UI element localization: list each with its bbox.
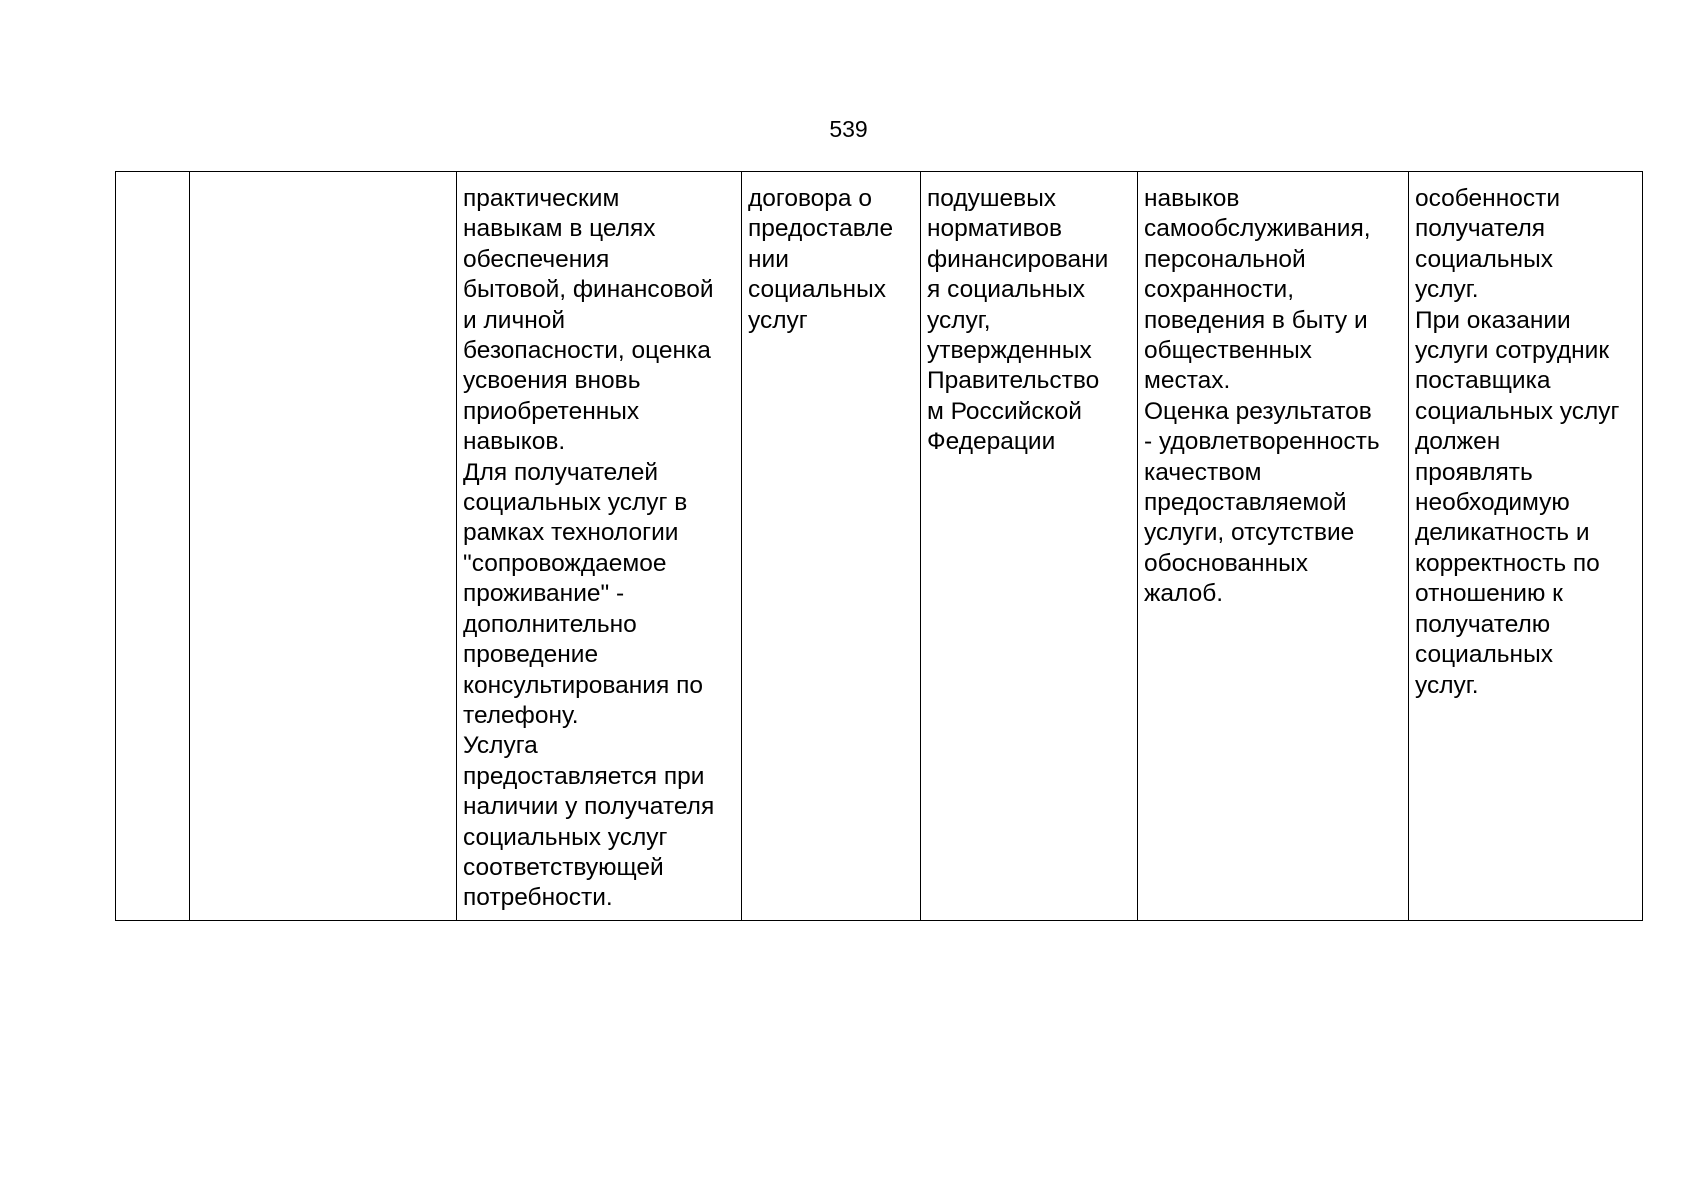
cell-text-line: социальных услуг — [463, 823, 668, 851]
cell-text-line: Услуга — [463, 732, 538, 760]
cell-text-line: я социальных — [927, 276, 1086, 304]
cell-text-line: корректность по — [1415, 549, 1600, 577]
cell-text-line: "сопровождаемое — [463, 549, 667, 577]
cell-text-line: утвержденных — [927, 337, 1092, 365]
cell-text-line: особенности — [1415, 185, 1561, 212]
cell-text-line: Федерации — [927, 428, 1056, 456]
cell-text-line: отношению к — [1415, 580, 1563, 608]
cell-text-line: местах. — [1144, 367, 1231, 395]
cell-text-line: социальных услуг — [1415, 397, 1620, 425]
cell-text-line: услуг, — [927, 306, 991, 334]
cell-text-line: обоснованных — [1144, 549, 1308, 577]
cell-per-capita-norm — [921, 172, 1138, 921]
cell-service-term — [742, 172, 921, 921]
cell-text-line: персональной — [1144, 245, 1306, 273]
cell-service-name — [190, 172, 457, 921]
cell-text-line: услуг. — [1415, 276, 1479, 304]
cell-text-line: практическим — [463, 185, 620, 212]
service-standard-table — [115, 171, 1643, 921]
cell-text-line: предоставле — [748, 215, 894, 243]
cell-text-line: жалоб. — [1144, 580, 1224, 608]
cell-text-line: Оценка результатов — [1144, 397, 1372, 425]
cell-text-line: потребности. — [463, 884, 613, 912]
cell-text-line: должен — [1415, 428, 1501, 456]
cell-text-line: самообслуживания, — [1144, 215, 1371, 243]
cell-text-line: - удовлетворенность — [1144, 428, 1380, 456]
cell-text-line: проявлять — [1415, 458, 1533, 486]
cell-text-line: Правительство — [927, 367, 1100, 395]
cell-text-line: услуг. — [1415, 671, 1479, 699]
cell-text-line: социальных — [748, 276, 886, 304]
cell-text-line: финансировани — [927, 245, 1109, 273]
cell-text-line: дополнительно — [463, 610, 637, 638]
cell-text-line: м Российской — [927, 397, 1082, 425]
cell-text-line: получателю — [1415, 610, 1551, 638]
cell-text-line: поставщика — [1415, 367, 1551, 395]
cell-text-line: услуги, отсутствие — [1144, 519, 1355, 547]
cell-text-line: При оказании — [1415, 306, 1571, 334]
cell-text-line: общественных — [1144, 337, 1312, 365]
page-number: 539 — [829, 116, 868, 142]
cell-text-line: предоставляемой — [1144, 489, 1347, 517]
cell-text-line: социальных — [1415, 641, 1553, 669]
cell-text-line: услуги сотрудник — [1415, 337, 1610, 365]
cell-text-line: наличии у получателя — [463, 793, 715, 821]
cell-text-line: проживание" - — [463, 580, 625, 608]
cell-text-line: нии — [748, 245, 789, 273]
cell-text-line: телефону. — [463, 701, 579, 729]
cell-text-line: сохранности, — [1144, 276, 1295, 304]
cell-text-line: безопасности, оценка — [463, 337, 711, 365]
cell-quality-indicators — [1138, 172, 1409, 921]
cell-text-line: необходимую — [1415, 489, 1570, 517]
cell-text-line: и личной — [463, 306, 566, 334]
cell-text-line: услуг — [748, 306, 808, 334]
cell-text-line: бытовой, финансовой — [463, 276, 714, 304]
cell-text-line: консультирования по — [463, 671, 703, 699]
cell-text-line: поведения в быту и — [1144, 306, 1368, 334]
cell-text-line: социальных услуг в — [463, 489, 688, 517]
cell-text-line: соответствующей — [463, 853, 664, 881]
cell-text-line: рамках технологии — [463, 519, 679, 547]
cell-number — [116, 172, 190, 921]
cell-service-description — [457, 172, 742, 921]
cell-text-line: социальных — [1415, 245, 1553, 273]
cell-text-line: подушевых — [927, 185, 1057, 212]
cell-service-conditions — [1409, 172, 1643, 921]
cell-text-line: усвоения вновь — [463, 367, 641, 395]
cell-text-line: деликатность и — [1415, 519, 1590, 547]
cell-text-line: Для получателей — [463, 458, 659, 486]
cell-text-line: качеством — [1144, 458, 1262, 486]
cell-text-line: навыков. — [463, 428, 566, 456]
table-row — [116, 172, 1643, 921]
cell-text-line: нормативов — [927, 215, 1063, 243]
cell-text-line: предоставляется при — [463, 762, 705, 790]
cell-text-line: навыкам в целях — [463, 215, 656, 243]
cell-text-line: проведение — [463, 641, 599, 669]
cell-text-line: приобретенных — [463, 397, 640, 425]
cell-text-line: навыков — [1144, 185, 1240, 212]
cell-text-line: получателя — [1415, 215, 1546, 243]
cell-text-line: договора о — [748, 185, 872, 212]
cell-text-line: обеспечения — [463, 245, 610, 273]
